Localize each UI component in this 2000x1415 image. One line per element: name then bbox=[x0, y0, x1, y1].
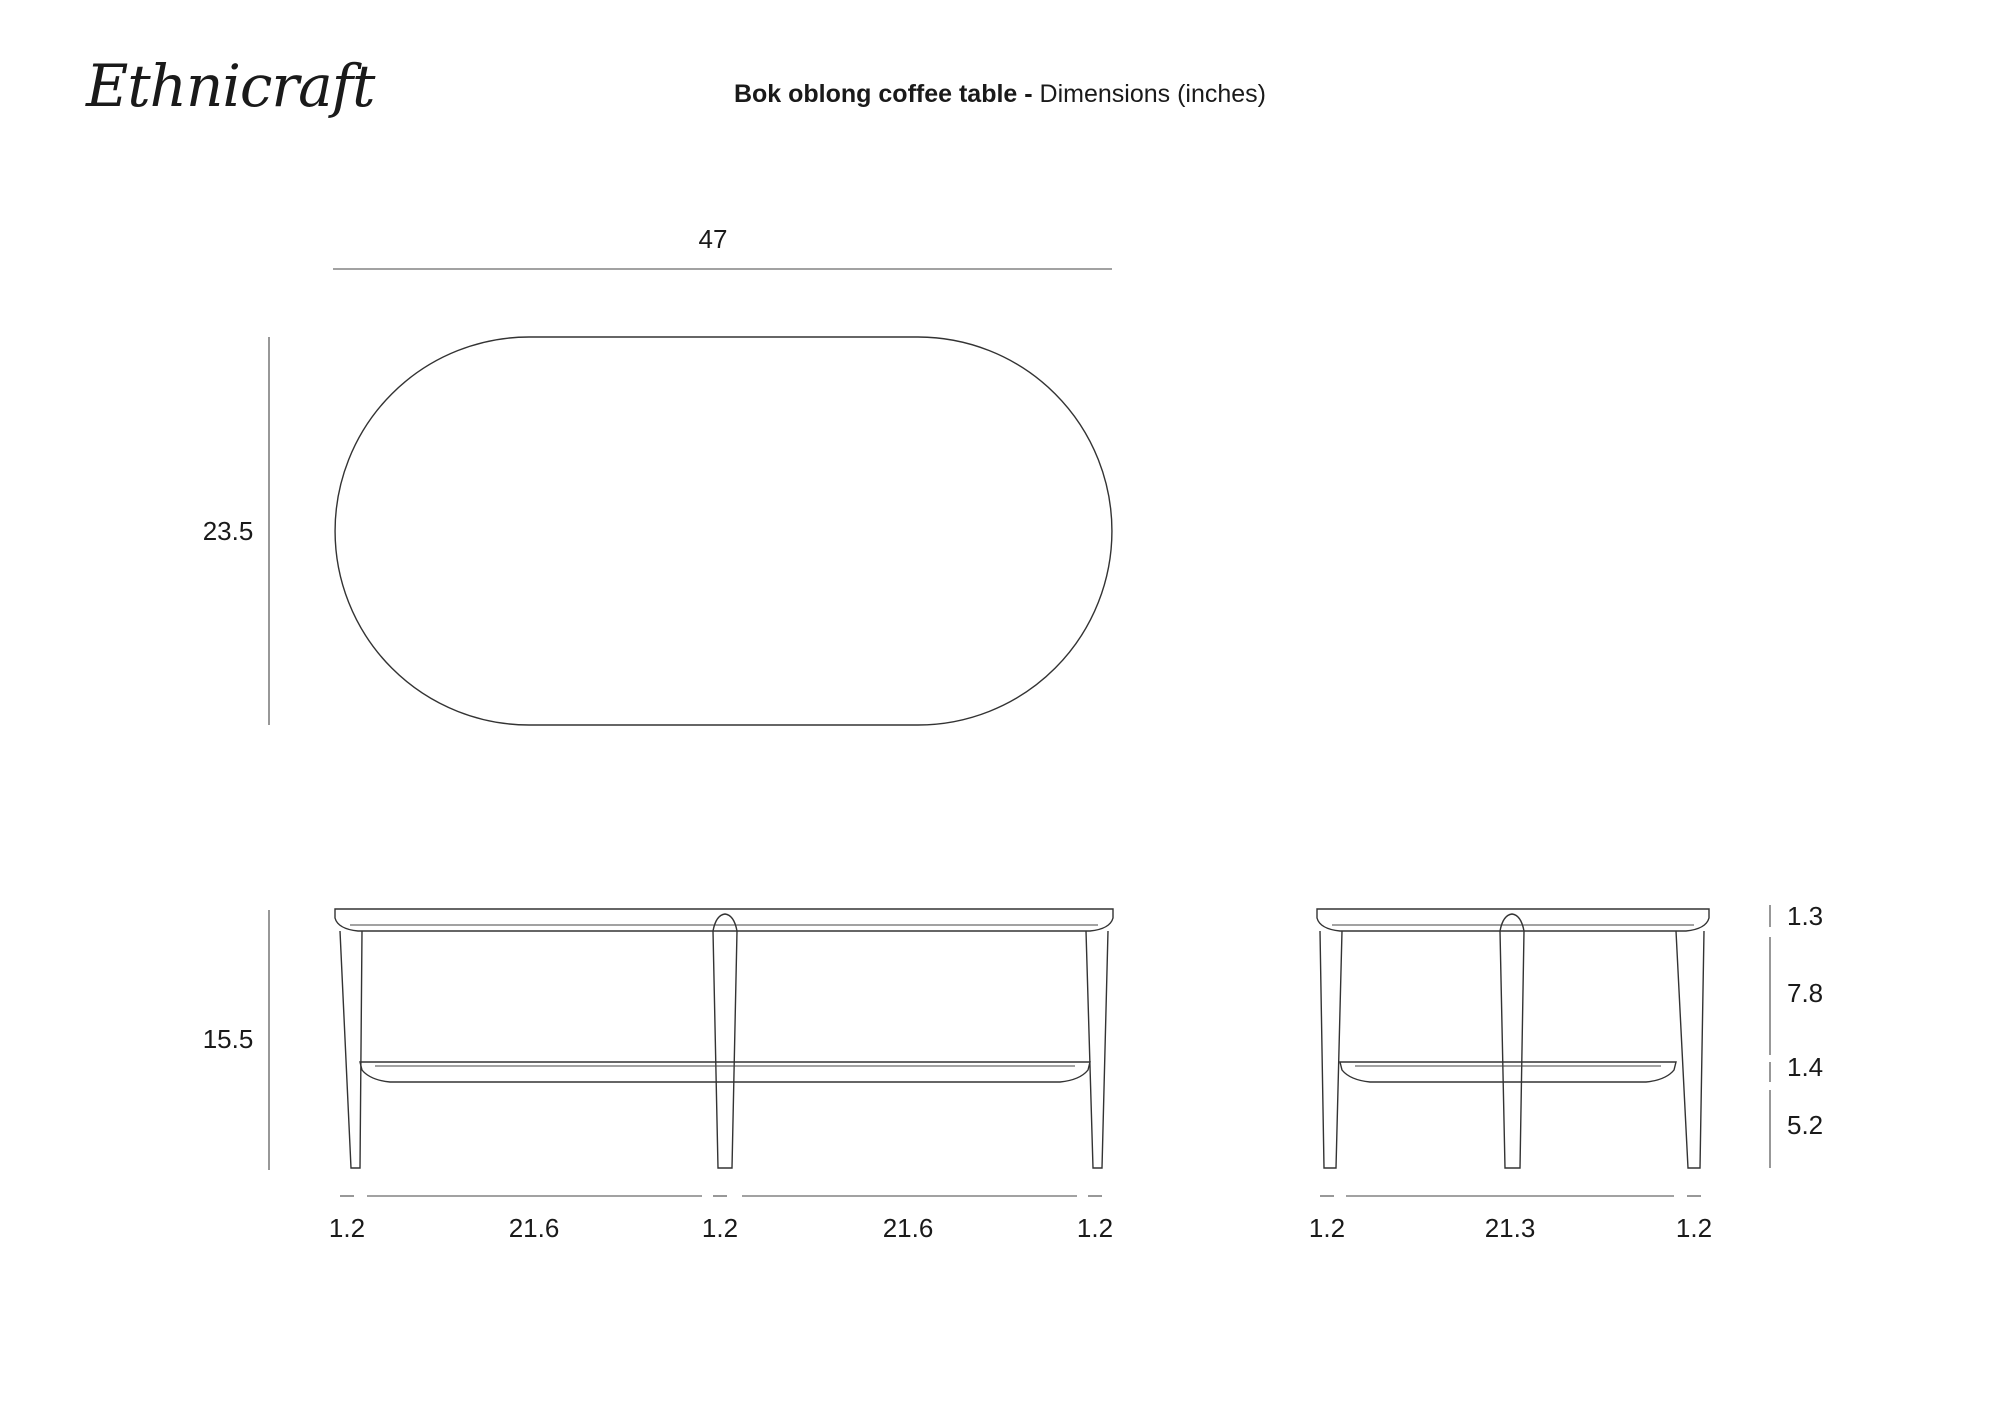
front-bottom-label-1: 1.2 bbox=[328, 1213, 366, 1243]
front-bottom-label-3: 1.2 bbox=[701, 1213, 739, 1243]
product-name: Bok oblong coffee table - bbox=[733, 80, 1033, 108]
front-view bbox=[203, 909, 1113, 1243]
side-right-label-2: 7.8 bbox=[1787, 978, 1824, 1008]
front-bottom-label-2: 21.6 bbox=[508, 1213, 560, 1243]
side-right-label-3: 1.4 bbox=[1787, 1052, 1824, 1082]
height-label: 15.5 bbox=[202, 1024, 254, 1054]
front-leg-middle bbox=[713, 914, 737, 1168]
side-leg-left bbox=[1320, 931, 1342, 1168]
tabletop-outline bbox=[335, 337, 1112, 725]
front-tabletop bbox=[335, 909, 1113, 931]
top-view bbox=[203, 224, 1112, 725]
side-tabletop bbox=[1317, 909, 1709, 931]
depth-label: 23.5 bbox=[202, 516, 254, 546]
front-bottom-label-4: 21.6 bbox=[882, 1213, 934, 1243]
side-bottom-label-3: 1.2 bbox=[1675, 1213, 1713, 1243]
side-bottom-label-1: 1.2 bbox=[1308, 1213, 1346, 1243]
front-bottom-label-5: 1.2 bbox=[1076, 1213, 1114, 1243]
side-leg-middle bbox=[1500, 914, 1524, 1168]
side-shelf bbox=[1340, 1062, 1676, 1082]
side-leg-right bbox=[1676, 931, 1704, 1168]
side-view bbox=[1309, 901, 1823, 1243]
side-bottom-label-2: 21.3 bbox=[1484, 1213, 1536, 1243]
side-right-label-4: 5.2 bbox=[1787, 1110, 1824, 1140]
dimensions-subtitle: Dimensions (inches) bbox=[1039, 80, 1267, 108]
width-label: 47 bbox=[698, 224, 728, 254]
front-shelf bbox=[360, 1062, 1090, 1082]
front-leg-left bbox=[340, 931, 362, 1168]
brand-logo: Ethnicraft bbox=[86, 52, 375, 120]
front-leg-right bbox=[1086, 931, 1108, 1168]
side-right-label-1: 1.3 bbox=[1787, 901, 1824, 931]
